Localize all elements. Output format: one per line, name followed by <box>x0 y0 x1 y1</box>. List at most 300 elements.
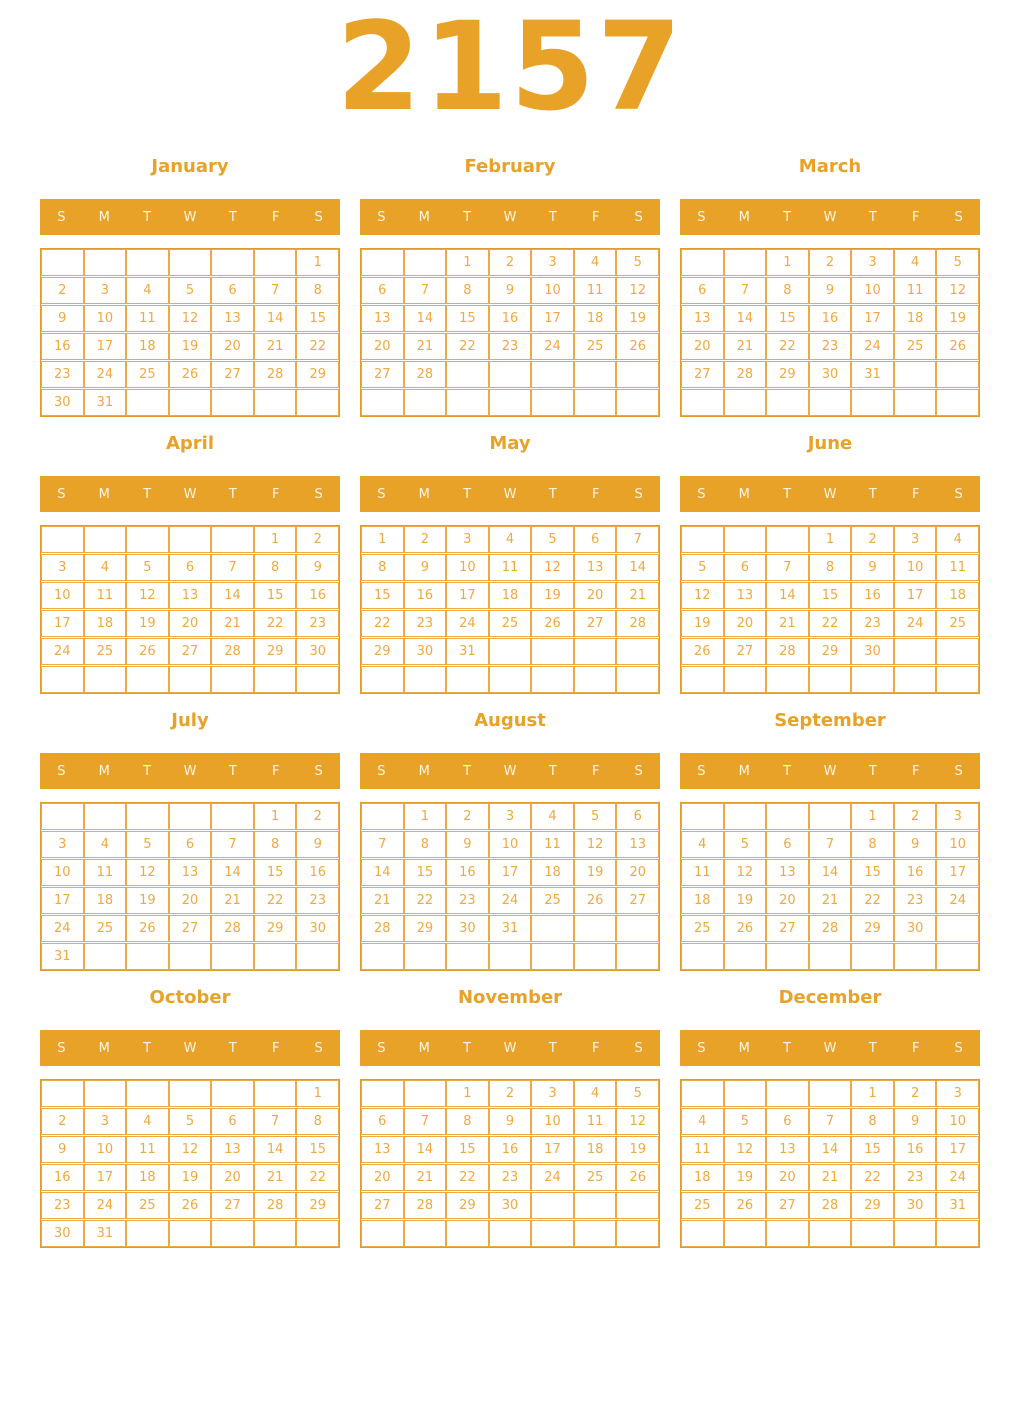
date-cell: 13 <box>169 859 212 886</box>
date-cell: 1 <box>446 1080 489 1107</box>
weekday-label: W <box>823 1040 837 1056</box>
date-cell-empty <box>936 1220 979 1247</box>
weekday-label: W <box>183 209 197 225</box>
date-grid <box>360 1079 660 1248</box>
date-cell-empty <box>211 249 254 276</box>
weekday-label: T <box>783 209 792 225</box>
date-cell: 19 <box>936 305 979 332</box>
weekday-header-row <box>40 1030 340 1066</box>
date-cell: 16 <box>41 1164 84 1191</box>
date-cell-empty <box>169 526 212 553</box>
month-january <box>40 156 340 417</box>
weekday-label: W <box>183 486 197 502</box>
date-cell-empty <box>404 666 447 693</box>
month-title: January <box>151 156 229 177</box>
date-cell: 19 <box>616 1136 659 1163</box>
weekday-label: S <box>954 209 963 225</box>
date-cell: 29 <box>766 361 809 388</box>
date-cell: 10 <box>894 554 937 581</box>
month-october <box>40 987 340 1248</box>
date-cell: 2 <box>446 803 489 830</box>
date-cell: 5 <box>724 1108 767 1135</box>
date-cell: 18 <box>681 1164 724 1191</box>
date-cell-empty <box>681 943 724 970</box>
date-cell: 5 <box>574 803 617 830</box>
date-cell: 21 <box>616 582 659 609</box>
date-cell: 5 <box>616 1080 659 1107</box>
date-cell: 24 <box>489 887 532 914</box>
weekday-label: F <box>911 486 920 502</box>
date-cell: 6 <box>766 1108 809 1135</box>
month-title: July <box>171 710 209 731</box>
date-cell-empty <box>936 943 979 970</box>
month-title: May <box>489 433 531 454</box>
date-cell-empty <box>361 666 404 693</box>
weekday-header-row <box>680 753 980 789</box>
weekday-label: S <box>314 763 323 779</box>
date-cell: 8 <box>446 1108 489 1135</box>
date-cell: 30 <box>41 1220 84 1247</box>
date-cell: 14 <box>361 859 404 886</box>
date-cell-empty <box>41 526 84 553</box>
date-cell: 31 <box>446 638 489 665</box>
date-cell: 17 <box>936 859 979 886</box>
weekday-label: S <box>377 1040 386 1056</box>
weekday-label: T <box>143 209 152 225</box>
date-cell-empty <box>936 638 979 665</box>
date-cell: 24 <box>84 361 127 388</box>
weekday-label: F <box>911 209 920 225</box>
date-cell: 27 <box>361 361 404 388</box>
date-cell: 29 <box>254 638 297 665</box>
date-cell-empty <box>574 1220 617 1247</box>
month-september <box>680 710 980 971</box>
date-cell: 14 <box>724 305 767 332</box>
date-cell: 10 <box>936 831 979 858</box>
date-cell-empty <box>724 389 767 416</box>
date-cell: 29 <box>404 915 447 942</box>
date-cell: 22 <box>361 610 404 637</box>
date-cell: 23 <box>489 333 532 360</box>
weekday-label: M <box>738 209 750 225</box>
date-cell: 25 <box>936 610 979 637</box>
date-cell: 23 <box>446 887 489 914</box>
date-cell: 10 <box>936 1108 979 1135</box>
date-cell: 21 <box>809 887 852 914</box>
date-cell-empty <box>126 666 169 693</box>
date-cell: 7 <box>254 1108 297 1135</box>
date-cell-empty <box>531 1192 574 1219</box>
date-cell-empty <box>84 666 127 693</box>
date-cell: 6 <box>766 831 809 858</box>
date-cell: 12 <box>724 859 767 886</box>
date-cell: 15 <box>361 582 404 609</box>
date-cell: 13 <box>766 859 809 886</box>
date-cell: 2 <box>489 249 532 276</box>
date-cell: 1 <box>809 526 852 553</box>
date-cell-empty <box>681 249 724 276</box>
date-cell: 23 <box>41 361 84 388</box>
month-title: February <box>464 156 556 177</box>
date-cell: 7 <box>616 526 659 553</box>
date-cell: 4 <box>489 526 532 553</box>
date-cell: 9 <box>489 1108 532 1135</box>
date-cell-empty <box>531 389 574 416</box>
date-cell: 27 <box>681 361 724 388</box>
date-cell-empty <box>936 389 979 416</box>
date-cell: 27 <box>169 638 212 665</box>
date-cell: 23 <box>809 333 852 360</box>
weekday-label: T <box>143 1040 152 1056</box>
date-cell: 19 <box>724 887 767 914</box>
date-cell: 16 <box>851 582 894 609</box>
date-cell: 22 <box>404 887 447 914</box>
date-cell-empty <box>446 943 489 970</box>
weekday-label: M <box>98 1040 110 1056</box>
date-cell-empty <box>361 1080 404 1107</box>
date-cell: 24 <box>894 610 937 637</box>
date-cell-empty <box>489 361 532 388</box>
date-cell: 31 <box>84 1220 127 1247</box>
date-cell: 2 <box>851 526 894 553</box>
date-cell: 26 <box>574 887 617 914</box>
weekday-label: T <box>463 209 472 225</box>
date-cell-empty <box>254 943 297 970</box>
date-grid <box>40 1079 340 1248</box>
date-cell: 29 <box>361 638 404 665</box>
date-cell-empty <box>361 249 404 276</box>
months-grid <box>40 156 980 1248</box>
date-cell: 8 <box>766 277 809 304</box>
date-cell: 19 <box>724 1164 767 1191</box>
date-cell: 23 <box>41 1192 84 1219</box>
date-cell: 22 <box>851 887 894 914</box>
date-cell: 1 <box>404 803 447 830</box>
date-cell: 16 <box>489 1136 532 1163</box>
date-cell: 12 <box>169 1136 212 1163</box>
date-cell: 21 <box>254 1164 297 1191</box>
date-cell: 4 <box>936 526 979 553</box>
weekday-label: S <box>634 1040 643 1056</box>
date-cell: 8 <box>254 831 297 858</box>
date-cell: 26 <box>616 333 659 360</box>
weekday-label: M <box>98 209 110 225</box>
date-cell: 24 <box>936 887 979 914</box>
date-cell: 14 <box>254 1136 297 1163</box>
date-cell: 17 <box>41 610 84 637</box>
date-cell-empty <box>531 666 574 693</box>
weekday-label: W <box>503 209 517 225</box>
weekday-label: S <box>57 486 66 502</box>
month-march <box>680 156 980 417</box>
date-cell: 8 <box>254 554 297 581</box>
date-cell: 26 <box>126 915 169 942</box>
date-cell-empty <box>126 389 169 416</box>
weekday-label: S <box>57 1040 66 1056</box>
weekday-label: W <box>183 1040 197 1056</box>
weekday-label: S <box>697 1040 706 1056</box>
date-cell: 8 <box>851 1108 894 1135</box>
date-cell: 22 <box>446 1164 489 1191</box>
date-cell: 7 <box>404 277 447 304</box>
weekday-header-row <box>680 1030 980 1066</box>
date-grid <box>40 525 340 694</box>
date-cell: 10 <box>84 1136 127 1163</box>
weekday-label: T <box>783 763 792 779</box>
date-cell-empty <box>84 526 127 553</box>
weekday-label: T <box>463 763 472 779</box>
date-cell-empty <box>936 666 979 693</box>
date-cell: 17 <box>531 1136 574 1163</box>
weekday-label: M <box>418 486 430 502</box>
date-cell-empty <box>766 526 809 553</box>
date-cell-empty <box>361 1220 404 1247</box>
date-cell-empty <box>169 389 212 416</box>
date-cell-empty <box>169 666 212 693</box>
date-cell: 29 <box>296 361 339 388</box>
month-title: September <box>774 710 886 731</box>
date-cell: 25 <box>681 1192 724 1219</box>
date-cell: 28 <box>766 638 809 665</box>
date-cell: 24 <box>851 333 894 360</box>
weekday-label: W <box>823 763 837 779</box>
date-grid <box>360 525 660 694</box>
date-cell: 6 <box>616 803 659 830</box>
date-cell: 11 <box>936 554 979 581</box>
date-cell-empty <box>531 915 574 942</box>
date-cell: 26 <box>169 1192 212 1219</box>
date-cell: 31 <box>489 915 532 942</box>
weekday-header-row <box>680 476 980 512</box>
date-cell: 17 <box>531 305 574 332</box>
date-cell: 24 <box>531 333 574 360</box>
date-cell: 25 <box>84 915 127 942</box>
date-cell: 14 <box>404 305 447 332</box>
date-cell: 2 <box>41 277 84 304</box>
date-cell: 23 <box>489 1164 532 1191</box>
date-cell: 27 <box>766 1192 809 1219</box>
date-cell-empty <box>894 638 937 665</box>
date-grid <box>40 802 340 971</box>
date-cell: 3 <box>41 554 84 581</box>
date-cell: 2 <box>894 1080 937 1107</box>
date-cell: 8 <box>446 277 489 304</box>
date-cell: 9 <box>851 554 894 581</box>
date-cell-empty <box>446 361 489 388</box>
date-cell: 30 <box>851 638 894 665</box>
weekday-label: S <box>697 209 706 225</box>
date-cell: 20 <box>681 333 724 360</box>
date-cell: 5 <box>531 526 574 553</box>
date-cell-empty <box>894 666 937 693</box>
date-cell: 12 <box>616 1108 659 1135</box>
date-cell: 7 <box>724 277 767 304</box>
date-cell: 5 <box>169 1108 212 1135</box>
date-cell: 28 <box>361 915 404 942</box>
date-cell: 29 <box>446 1192 489 1219</box>
weekday-header-row <box>40 476 340 512</box>
weekday-label: T <box>228 209 237 225</box>
weekday-header-row <box>360 753 660 789</box>
weekday-label: T <box>868 486 877 502</box>
weekday-label: F <box>271 763 280 779</box>
date-cell: 5 <box>616 249 659 276</box>
date-cell: 22 <box>254 610 297 637</box>
date-cell: 11 <box>84 582 127 609</box>
date-cell: 4 <box>84 554 127 581</box>
date-cell-empty <box>574 666 617 693</box>
date-cell: 26 <box>616 1164 659 1191</box>
date-cell: 15 <box>296 305 339 332</box>
date-cell: 10 <box>84 305 127 332</box>
date-cell: 28 <box>616 610 659 637</box>
date-cell-empty <box>404 1080 447 1107</box>
weekday-label: S <box>377 486 386 502</box>
weekday-header-row <box>360 199 660 235</box>
date-cell-empty <box>616 638 659 665</box>
date-cell-empty <box>254 389 297 416</box>
date-cell-empty <box>616 389 659 416</box>
date-cell: 24 <box>531 1164 574 1191</box>
date-cell-empty <box>574 915 617 942</box>
weekday-label: T <box>143 763 152 779</box>
date-cell: 17 <box>851 305 894 332</box>
weekday-label: W <box>823 486 837 502</box>
date-cell: 7 <box>211 554 254 581</box>
date-cell-empty <box>489 943 532 970</box>
date-cell-empty <box>404 249 447 276</box>
date-cell-empty <box>616 943 659 970</box>
date-cell-empty <box>894 943 937 970</box>
date-cell: 29 <box>851 915 894 942</box>
date-cell-empty <box>126 249 169 276</box>
date-cell-empty <box>574 1192 617 1219</box>
date-cell-empty <box>724 249 767 276</box>
date-cell: 1 <box>361 526 404 553</box>
date-cell: 20 <box>766 887 809 914</box>
date-cell: 10 <box>531 1108 574 1135</box>
date-cell-empty <box>296 943 339 970</box>
date-cell: 14 <box>809 859 852 886</box>
date-cell: 6 <box>211 1108 254 1135</box>
date-cell: 14 <box>254 305 297 332</box>
weekday-label: T <box>548 1040 557 1056</box>
date-cell: 28 <box>404 361 447 388</box>
date-cell: 27 <box>574 610 617 637</box>
date-cell-empty <box>616 1220 659 1247</box>
date-cell-empty <box>296 389 339 416</box>
date-cell: 4 <box>574 249 617 276</box>
date-cell-empty <box>296 1220 339 1247</box>
date-cell: 2 <box>894 803 937 830</box>
date-cell: 9 <box>809 277 852 304</box>
date-cell: 18 <box>489 582 532 609</box>
date-cell: 21 <box>404 333 447 360</box>
date-cell: 22 <box>766 333 809 360</box>
date-cell: 13 <box>361 1136 404 1163</box>
date-cell: 27 <box>766 915 809 942</box>
date-cell: 17 <box>489 859 532 886</box>
weekday-label: T <box>228 1040 237 1056</box>
date-cell: 7 <box>211 831 254 858</box>
date-cell: 16 <box>296 859 339 886</box>
date-cell: 25 <box>894 333 937 360</box>
date-cell: 28 <box>724 361 767 388</box>
date-cell: 3 <box>531 249 574 276</box>
date-cell: 14 <box>211 859 254 886</box>
date-cell: 30 <box>894 1192 937 1219</box>
date-cell: 15 <box>254 859 297 886</box>
date-cell: 20 <box>361 333 404 360</box>
month-november <box>360 987 660 1248</box>
date-cell: 10 <box>851 277 894 304</box>
date-cell-empty <box>126 1080 169 1107</box>
date-cell: 22 <box>296 1164 339 1191</box>
date-cell: 6 <box>169 554 212 581</box>
date-cell-empty <box>616 915 659 942</box>
weekday-label: M <box>418 1040 430 1056</box>
date-cell: 15 <box>809 582 852 609</box>
date-cell: 6 <box>574 526 617 553</box>
date-cell: 17 <box>936 1136 979 1163</box>
date-cell: 9 <box>894 1108 937 1135</box>
weekday-label: T <box>548 209 557 225</box>
date-cell: 10 <box>446 554 489 581</box>
date-cell: 6 <box>211 277 254 304</box>
date-cell: 20 <box>724 610 767 637</box>
date-cell: 30 <box>41 389 84 416</box>
date-cell: 3 <box>894 526 937 553</box>
date-cell: 28 <box>211 915 254 942</box>
date-cell: 4 <box>894 249 937 276</box>
month-title: November <box>457 987 563 1008</box>
date-cell: 25 <box>574 1164 617 1191</box>
date-cell: 1 <box>851 1080 894 1107</box>
date-cell-empty <box>489 638 532 665</box>
date-cell-empty <box>766 666 809 693</box>
date-cell-empty <box>531 943 574 970</box>
date-cell: 23 <box>404 610 447 637</box>
date-cell: 28 <box>254 1192 297 1219</box>
date-cell: 1 <box>851 803 894 830</box>
weekday-label: T <box>868 763 877 779</box>
weekday-label: M <box>738 486 750 502</box>
date-cell: 12 <box>936 277 979 304</box>
date-cell: 3 <box>851 249 894 276</box>
weekday-label: F <box>271 486 280 502</box>
date-cell: 26 <box>126 638 169 665</box>
date-cell: 24 <box>41 638 84 665</box>
date-cell: 7 <box>254 277 297 304</box>
date-cell: 1 <box>296 1080 339 1107</box>
month-title: April <box>165 433 215 454</box>
month-title: August <box>474 710 546 731</box>
weekday-label: S <box>954 763 963 779</box>
date-cell: 16 <box>296 582 339 609</box>
date-cell: 23 <box>851 610 894 637</box>
date-cell: 11 <box>531 831 574 858</box>
date-cell: 26 <box>936 333 979 360</box>
date-cell: 16 <box>894 1136 937 1163</box>
date-cell: 3 <box>936 803 979 830</box>
weekday-label: S <box>314 486 323 502</box>
date-cell: 15 <box>446 305 489 332</box>
date-cell: 27 <box>211 1192 254 1219</box>
date-cell-empty <box>126 526 169 553</box>
date-cell: 25 <box>126 361 169 388</box>
date-cell: 3 <box>531 1080 574 1107</box>
date-cell-empty <box>169 1080 212 1107</box>
